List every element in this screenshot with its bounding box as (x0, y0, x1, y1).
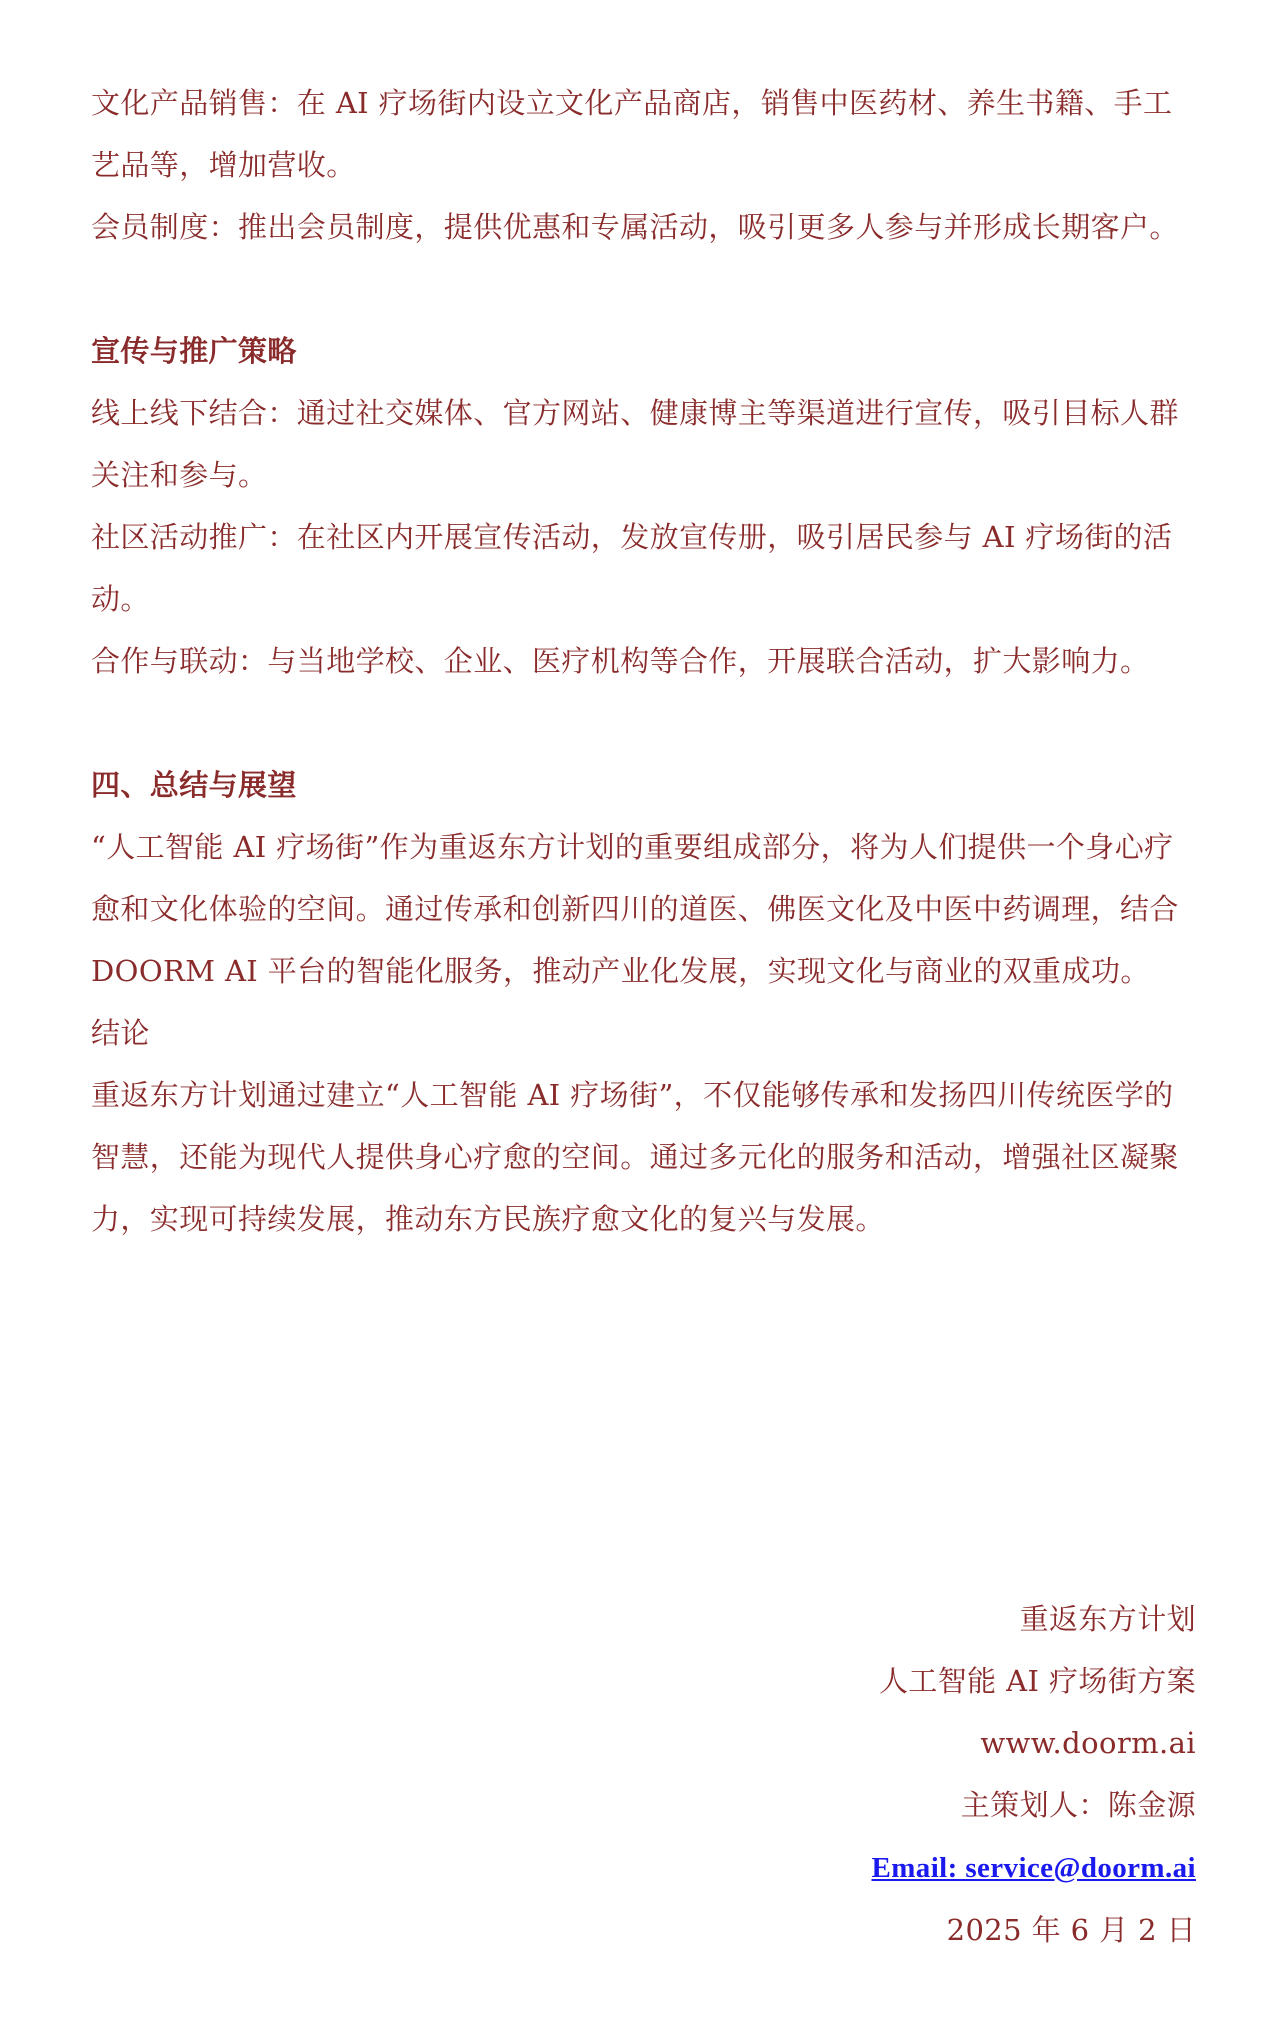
document-body (91, 72, 1196, 1250)
section-spacer (91, 258, 1196, 320)
signature-org: 重返东方计划 (1019, 1602, 1196, 1636)
promotion-heading: 宣传与推广策略 (91, 334, 297, 368)
section-spacer (91, 692, 1196, 754)
email-link[interactable]: Email: service@doorm.ai (871, 1852, 1196, 1884)
membership-paragraph: 会员制度：推出会员制度，提供优惠和专属活动，吸引更多人参与并形成长期客户。 (91, 210, 1179, 244)
signature-email-line (872, 1836, 1197, 1899)
online-offline-paragraph: 线上线下结合：通过社交媒体、官方网站、健康博主等渠道进行宣传，吸引目标人群关注和参与。 (91, 396, 1179, 492)
signature-block (872, 1588, 1197, 1961)
signature-date: 2025 年 6 月 2 日 (946, 1913, 1196, 1947)
cooperation-paragraph: 合作与联动：与当地学校、企业、医疗机构等合作，开展联合活动，扩大影响力。 (91, 644, 1150, 678)
summary-paragraph: “人工智能 AI 疗场街”作为重返东方计划的重要组成部分，将为人们提供一个身心疗愈和文化体验的空间。通过传承和创新四川的道医、佛医文化及中医中药调理，结合 DOORM AI 平台的智能化服务，推动产业化发展，实现文化与商业的双重成功。 (91, 830, 1179, 988)
summary-heading: 四、总结与展望 (91, 768, 297, 802)
conclusion-paragraph: 重返东方计划通过建立“人工智能 AI 疗场街”，不仅能够传承和发扬四川传统医学的智慧，还能为现代人提供身心疗愈的空间。通过多元化的服务和活动，增强社区凝聚力，实现可持续发展，推动东方民族疗愈文化的复兴与发展。 (91, 1078, 1179, 1236)
culture-sales-paragraph: 文化产品销售：在 AI 疗场街内设立文化产品商店，销售中医药材、养生书籍、手工艺品等，增加营收。 (91, 86, 1173, 182)
conclusion-label: 结论 (91, 1016, 150, 1050)
signature-website: www.doorm.ai (980, 1726, 1196, 1760)
signature-planner: 主策划人：陈金源 (960, 1788, 1196, 1822)
community-promo-paragraph: 社区活动推广：在社区内开展宣传活动，发放宣传册，吸引居民参与 AI 疗场街的活动。 (91, 520, 1173, 616)
signature-plan: 人工智能 AI 疗场街方案 (878, 1664, 1196, 1698)
